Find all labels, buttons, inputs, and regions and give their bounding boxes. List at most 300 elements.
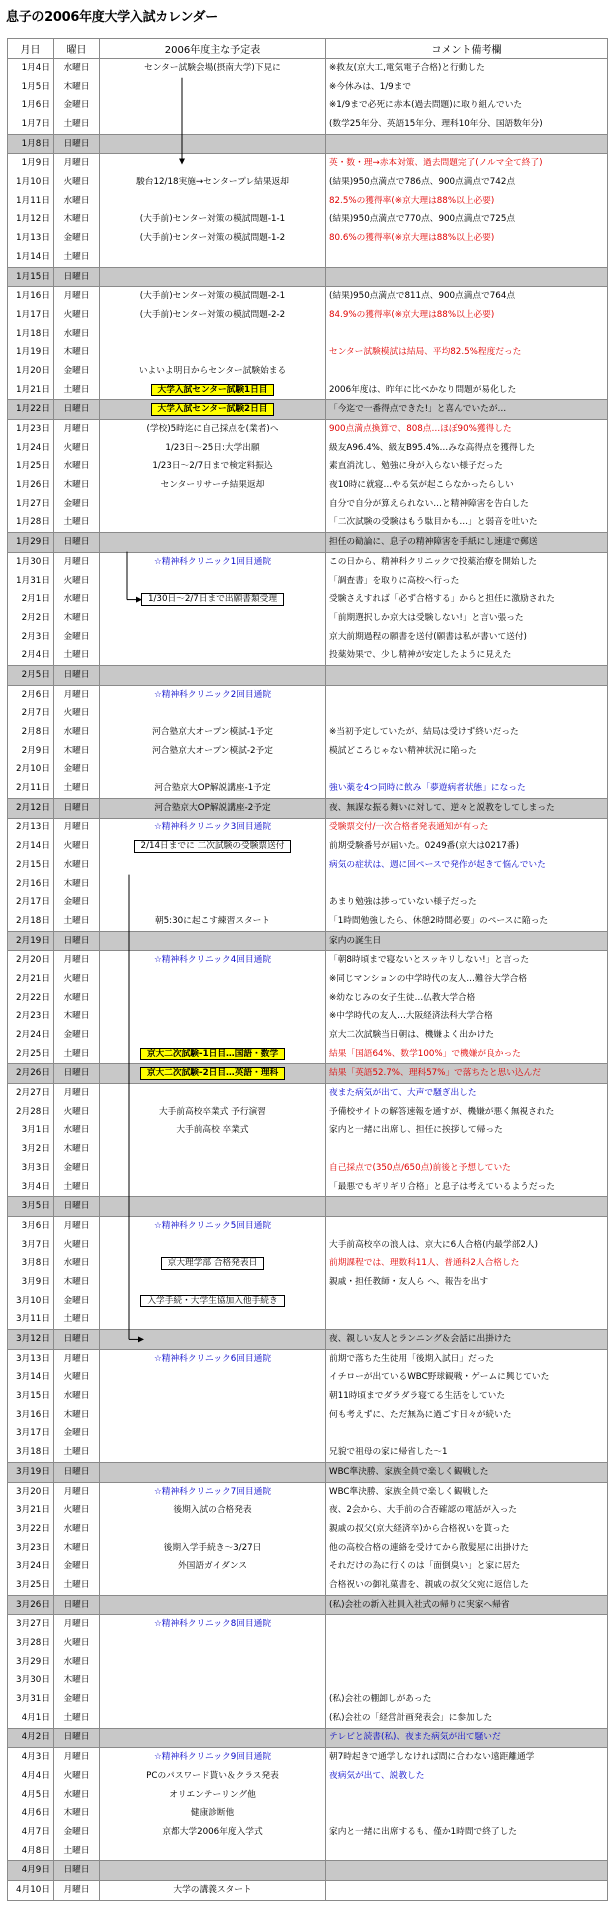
cell-schedule	[100, 989, 326, 1008]
event-text: 大学の講義スタート	[173, 1884, 252, 1895]
cell-weekday: 土曜日	[54, 248, 100, 267]
cell-schedule	[100, 1653, 326, 1672]
table-row	[8, 1557, 608, 1576]
cell-comment: 級友A96.4%、級友B95.4%…みな高得点を獲得した	[326, 439, 608, 458]
cell-comment	[326, 134, 608, 154]
cell-date: 4月3日	[8, 1748, 54, 1767]
cell-date: 1月29日	[8, 533, 54, 553]
table-row	[8, 1406, 608, 1425]
cell-date: 1月11日	[8, 192, 54, 211]
cell-weekday: 金曜日	[54, 96, 100, 115]
cell-date: 2月12日	[8, 798, 54, 818]
cell-schedule	[100, 723, 326, 742]
cell-date: 3月8日	[8, 1254, 54, 1273]
cell-schedule	[100, 666, 326, 686]
cell-weekday: 火曜日	[54, 837, 100, 856]
cell-schedule	[100, 514, 326, 533]
cell-date: 2月23日	[8, 1007, 54, 1026]
cell-comment: 900点満点換算で、808点…ほぼ90%獲得した	[326, 420, 608, 439]
cell-schedule	[100, 476, 326, 495]
page-title: 息子の2006年度大学入試カレンダー	[6, 10, 218, 25]
cell-comment: テレビと読書(私)、夜また病気が出て騒いだ	[326, 1728, 608, 1748]
cell-schedule	[100, 1728, 326, 1748]
cell-schedule	[100, 1254, 326, 1273]
cell-date: 1月22日	[8, 400, 54, 420]
cell-date: 1月30日	[8, 552, 54, 571]
cell-schedule	[100, 1045, 326, 1064]
table-row	[8, 476, 608, 495]
cell-schedule	[100, 951, 326, 970]
cell-schedule	[100, 248, 326, 267]
cell-schedule	[100, 1671, 326, 1690]
cell-comment: 「最悪でもギリギリ合格」と息子は考えているようだった	[326, 1178, 608, 1197]
cell-schedule	[100, 875, 326, 894]
cell-schedule	[100, 572, 326, 591]
cell-date: 2月15日	[8, 856, 54, 875]
cell-schedule	[100, 931, 326, 951]
cell-schedule	[100, 115, 326, 134]
cell-comment: 家内と一緒に出席し、担任に挨拶して帰った	[326, 1122, 608, 1141]
cell-schedule	[100, 798, 326, 818]
table-row	[8, 362, 608, 381]
cell-weekday: 土曜日	[54, 646, 100, 665]
cell-date: 3月27日	[8, 1615, 54, 1634]
cell-comment: ※幼なじみの女子生徒…仏教大学合格	[326, 989, 608, 1008]
cell-weekday: 月曜日	[54, 1748, 100, 1767]
cell-comment: 「今迄で一番得点できた!」と喜んでいたが…	[326, 400, 608, 420]
cell-comment	[326, 325, 608, 344]
cell-date: 1月8日	[8, 134, 54, 154]
cell-comment: 病気の症状は、週に回ペースで発作が起きて悩んでいた	[326, 856, 608, 875]
cell-date: 4月8日	[8, 1842, 54, 1861]
event-text: ☆精神科クリニック1回目通院	[153, 556, 272, 567]
cell-weekday: 月曜日	[54, 1615, 100, 1634]
cell-date: 3月5日	[8, 1197, 54, 1217]
cell-schedule	[100, 760, 326, 779]
cell-weekday: 水曜日	[54, 1254, 100, 1273]
table-row	[8, 572, 608, 591]
table-row	[8, 1443, 608, 1462]
cell-schedule	[100, 1482, 326, 1501]
cell-schedule	[100, 495, 326, 514]
table-row	[8, 1748, 608, 1767]
cell-date: 2月4日	[8, 646, 54, 665]
cell-schedule	[100, 837, 326, 856]
event-text: ☆精神科クリニック5回目通院	[153, 1220, 272, 1231]
cell-weekday: 水曜日	[54, 325, 100, 344]
cell-comment	[326, 248, 608, 267]
highlighted-exam-event: 京大二次試験-1日目…国語・数学	[140, 1048, 285, 1061]
cell-weekday: 火曜日	[54, 572, 100, 591]
cell-schedule	[100, 893, 326, 912]
table-row	[8, 439, 608, 458]
cell-date: 3月17日	[8, 1425, 54, 1444]
cell-comment: 84.9%の獲得率(※京大理は88%以上必要)	[326, 306, 608, 325]
table-row	[8, 1842, 608, 1861]
cell-weekday: 木曜日	[54, 1804, 100, 1823]
event-text: 外国語ガイダンス	[177, 1561, 248, 1572]
cell-weekday: 月曜日	[54, 154, 100, 173]
table-row	[8, 325, 608, 344]
cell-schedule	[100, 267, 326, 287]
cell-comment: ※同じマンションの中学時代の友人…難谷大学合格	[326, 970, 608, 989]
cell-date: 4月5日	[8, 1786, 54, 1805]
cell-comment: 「1時間勉強したら、休憩2時間必要」のペースに陥った	[326, 912, 608, 931]
cell-comment: ※1/9まで必死に赤本(過去問題)に取り組んでいた	[326, 96, 608, 115]
cell-comment: 夜病気が出て、説教した	[326, 1767, 608, 1786]
cell-schedule	[100, 1786, 326, 1805]
cell-weekday: 水曜日	[54, 457, 100, 476]
cell-weekday: 月曜日	[54, 1216, 100, 1235]
table-row	[8, 856, 608, 875]
event-text: ☆精神科クリニック4回目通院	[153, 955, 272, 966]
cell-schedule	[100, 400, 326, 420]
cell-schedule	[100, 646, 326, 665]
cell-schedule	[100, 439, 326, 458]
cell-weekday: 月曜日	[54, 552, 100, 571]
event-text: (大手前)センター対策の模試問題-1-2	[139, 233, 286, 244]
event-text: 河合塾京大オープン模試-2予定	[152, 745, 273, 756]
cell-weekday: 火曜日	[54, 704, 100, 723]
cell-weekday: 水曜日	[54, 192, 100, 211]
table-row	[8, 248, 608, 267]
cell-schedule	[100, 779, 326, 798]
cell-date: 2月13日	[8, 818, 54, 837]
cell-schedule	[100, 1576, 326, 1595]
table-row	[8, 287, 608, 306]
cell-comment	[326, 1671, 608, 1690]
table-row	[8, 893, 608, 912]
table-row	[8, 1634, 608, 1653]
cell-weekday: 土曜日	[54, 514, 100, 533]
table-row	[8, 381, 608, 400]
cell-schedule	[100, 1881, 326, 1901]
cell-schedule	[100, 1804, 326, 1823]
cell-comment	[326, 1310, 608, 1329]
cell-schedule	[100, 78, 326, 97]
cell-comment: 前期受験番号が届いた。0249番(京大は0217番)	[326, 837, 608, 856]
cell-schedule	[100, 457, 326, 476]
table-row-sunday	[8, 267, 608, 287]
event-text: 河合塾京大オープン模試-1予定	[152, 727, 273, 738]
cell-date: 1月18日	[8, 325, 54, 344]
cell-weekday: 水曜日	[54, 989, 100, 1008]
cell-schedule	[100, 1823, 326, 1842]
cell-date: 3月21日	[8, 1501, 54, 1520]
event-text: ☆精神科クリニック2回目通院	[153, 689, 272, 700]
cell-comment: 夜、無謀な振る舞いに対して、逆々と説教をしてしまった	[326, 798, 608, 818]
table-row	[8, 1690, 608, 1709]
table-row	[8, 818, 608, 837]
cell-weekday: 日曜日	[54, 1330, 100, 1350]
table-row	[8, 1007, 608, 1026]
table-row	[8, 420, 608, 439]
table-row	[8, 192, 608, 211]
table-row	[8, 970, 608, 989]
cell-date: 3月23日	[8, 1539, 54, 1558]
table-row-sunday	[8, 1197, 608, 1217]
cell-schedule	[100, 1406, 326, 1425]
cell-comment: 何も考えずに、ただ無為に過ごす日々が続いた	[326, 1406, 608, 1425]
cell-comment: 夜、2会から、大手前の合否確認の電話が入った	[326, 1501, 608, 1520]
cell-date: 2月2日	[8, 609, 54, 628]
cell-date: 3月22日	[8, 1520, 54, 1539]
cell-comment: 家内の誕生日	[326, 931, 608, 951]
table-row	[8, 1084, 608, 1103]
cell-comment: ※救友(京大工,電気電子合格)と行動した	[326, 59, 608, 78]
cell-comment: 朝7時起きで通学しなければ間に合わない遠距離通学	[326, 1748, 608, 1767]
highlighted-exam-event: 大学入試センター試験2日目	[151, 403, 275, 416]
cell-comment	[326, 267, 608, 287]
header-weekday: 曜日	[54, 39, 100, 59]
cell-weekday: 木曜日	[54, 1140, 100, 1159]
cell-schedule	[100, 1767, 326, 1786]
cell-weekday: 日曜日	[54, 1861, 100, 1881]
cell-schedule	[100, 818, 326, 837]
cell-date: 2月8日	[8, 723, 54, 742]
cell-schedule	[100, 1425, 326, 1444]
cell-weekday: 木曜日	[54, 609, 100, 628]
cell-schedule	[100, 306, 326, 325]
cell-weekday: 金曜日	[54, 362, 100, 381]
cell-comment: 前期課程では、理数科11人、普通科2人合格した	[326, 1254, 608, 1273]
cell-weekday: 土曜日	[54, 115, 100, 134]
cell-comment: 結果「英語52.7%、理科57%」で落ちたと思い込んだ	[326, 1064, 608, 1084]
table-row	[8, 779, 608, 798]
cell-weekday: 金曜日	[54, 1292, 100, 1311]
table-row	[8, 514, 608, 533]
event-text: 後期入学手続き～3/27日	[163, 1542, 262, 1553]
cell-weekday: 月曜日	[54, 1881, 100, 1901]
table-row	[8, 590, 608, 609]
cell-schedule	[100, 1178, 326, 1197]
cell-weekday: 月曜日	[54, 420, 100, 439]
cell-schedule	[100, 1236, 326, 1255]
event-text: 駿台12/18実施→センタープレ結果返却	[136, 177, 289, 188]
table-row	[8, 1273, 608, 1292]
table-row	[8, 723, 608, 742]
cell-weekday: 金曜日	[54, 1690, 100, 1709]
table-row	[8, 837, 608, 856]
boxed-event: 2/14日までに 二次試験の受験票送付	[134, 840, 292, 853]
cell-weekday: 土曜日	[54, 1842, 100, 1861]
cell-schedule	[100, 1292, 326, 1311]
cell-comment: 親戚・担任教師・友人ら へ、報告を出す	[326, 1273, 608, 1292]
cell-schedule	[100, 1064, 326, 1084]
table-row	[8, 1501, 608, 1520]
cell-comment: 京大前期過程の願書を送付(願書は私が書いて送付)	[326, 628, 608, 647]
cell-date: 2月27日	[8, 1084, 54, 1103]
cell-comment	[326, 1292, 608, 1311]
cell-schedule	[100, 1690, 326, 1709]
cell-weekday: 木曜日	[54, 1539, 100, 1558]
cell-date: 2月14日	[8, 837, 54, 856]
cell-schedule	[100, 1842, 326, 1861]
table-row-sunday	[8, 1595, 608, 1615]
event-text: (学校)5時迄に自己採点を(業者)へ	[146, 424, 279, 435]
cell-schedule	[100, 1007, 326, 1026]
cell-schedule	[100, 420, 326, 439]
table-row	[8, 1823, 608, 1842]
table-body	[8, 59, 608, 1901]
cell-weekday: 火曜日	[54, 1767, 100, 1786]
cell-weekday: 金曜日	[54, 229, 100, 248]
calendar-table	[7, 38, 608, 1901]
cell-weekday: 日曜日	[54, 666, 100, 686]
cell-comment: 受験さえすれば「必ず合格する」からと担任に激励された	[326, 590, 608, 609]
event-text: 河合塾京大OP解説講座-2予定	[154, 802, 271, 813]
cell-date: 3月16日	[8, 1406, 54, 1425]
cell-comment: 合格祝いの御礼菓書を、親戚の叔父父宛に返信した	[326, 1576, 608, 1595]
cell-schedule	[100, 1595, 326, 1615]
cell-date: 3月30日	[8, 1671, 54, 1690]
cell-comment: 他の高校合格の連絡を受けてから散髪屋に出掛けた	[326, 1539, 608, 1558]
cell-comment: この日から、精神科クリニックで投薬治療を開始した	[326, 552, 608, 571]
cell-schedule	[100, 533, 326, 553]
cell-weekday: 土曜日	[54, 381, 100, 400]
cell-schedule	[100, 1197, 326, 1217]
cell-date: 1月27日	[8, 495, 54, 514]
cell-schedule	[100, 96, 326, 115]
cell-weekday: 日曜日	[54, 400, 100, 420]
event-text: ☆精神科クリニック9回目通院	[153, 1752, 272, 1763]
cell-comment: 予備校サイトの解答速報を通すが、機嫌が悪く無視された	[326, 1103, 608, 1122]
cell-weekday: 水曜日	[54, 59, 100, 78]
cell-date: 2月26日	[8, 1064, 54, 1084]
cell-date: 2月24日	[8, 1026, 54, 1045]
cell-comment: 80.6%の獲得率(※京大理は88%以上必要)	[326, 229, 608, 248]
event-text: 1/23日～2/7日まで検定料振込	[152, 461, 273, 472]
cell-date: 3月20日	[8, 1482, 54, 1501]
cell-comment: 受験票交付/一次合格者発表通知が有った	[326, 818, 608, 837]
cell-comment	[326, 1842, 608, 1861]
cell-weekday: 日曜日	[54, 798, 100, 818]
cell-date: 1月13日	[8, 229, 54, 248]
table-row-sunday	[8, 1462, 608, 1482]
cell-comment: 大手前高校卒の浪人は、京大に6人合格(内最学部2人)	[326, 1236, 608, 1255]
boxed-event: 1/30日～2/7日まで出願書類受理	[141, 593, 284, 606]
cell-date: 3月10日	[8, 1292, 54, 1311]
cell-schedule	[100, 59, 326, 78]
cell-date: 3月13日	[8, 1349, 54, 1368]
cell-date: 3月31日	[8, 1690, 54, 1709]
cell-date: 2月20日	[8, 951, 54, 970]
cell-date: 3月28日	[8, 1634, 54, 1653]
cell-schedule	[100, 1861, 326, 1881]
cell-comment: (私)会社の「経営計画発表会」に参加した	[326, 1709, 608, 1728]
cell-schedule	[100, 1310, 326, 1329]
boxed-event: 入学手続・大学生協加入他手続き	[140, 1295, 284, 1308]
event-text: 大手前高校卒業式 予行演習	[158, 1106, 266, 1117]
cell-comment: 82.5%の獲得率(※京大理は88%以上必要)	[326, 192, 608, 211]
cell-weekday: 土曜日	[54, 1443, 100, 1462]
cell-date: 1月31日	[8, 572, 54, 591]
cell-date: 2月7日	[8, 704, 54, 723]
cell-date: 1月24日	[8, 439, 54, 458]
table-row	[8, 1045, 608, 1064]
cell-schedule	[100, 1103, 326, 1122]
highlighted-exam-event: 京大二次試験-2日目…英語・理科	[140, 1067, 285, 1080]
cell-comment	[326, 1197, 608, 1217]
cell-comment: 結果「国語64%、数学100%」で機嫌が良かった	[326, 1045, 608, 1064]
cell-comment: 夜また病気が出て、大声で騒ぎ出した	[326, 1084, 608, 1103]
cell-comment: 家内と一緒に出席するも、僅か1時間で終了した	[326, 1823, 608, 1842]
table-row	[8, 96, 608, 115]
cell-weekday: 木曜日	[54, 476, 100, 495]
cell-weekday: 日曜日	[54, 1595, 100, 1615]
cell-weekday: 土曜日	[54, 1709, 100, 1728]
cell-weekday: 水曜日	[54, 1653, 100, 1672]
cell-schedule	[100, 1501, 326, 1520]
event-text: 京都大学2006年度入学式	[162, 1826, 263, 1837]
cell-comment	[326, 875, 608, 894]
cell-weekday: 日曜日	[54, 533, 100, 553]
cell-weekday: 水曜日	[54, 1786, 100, 1805]
cell-date: 2月25日	[8, 1045, 54, 1064]
cell-comment: 夜10時に就寝…やる気が起こらなかったらしい	[326, 476, 608, 495]
cell-weekday: 金曜日	[54, 1159, 100, 1178]
cell-date: 3月19日	[8, 1462, 54, 1482]
table-row	[8, 1140, 608, 1159]
cell-schedule	[100, 1462, 326, 1482]
cell-comment: 英・数・理→赤本対策、過去問題完了(ノルマ全て終了)	[326, 154, 608, 173]
cell-weekday: 水曜日	[54, 856, 100, 875]
cell-weekday: 木曜日	[54, 875, 100, 894]
table-row	[8, 1671, 608, 1690]
cell-date: 1月17日	[8, 306, 54, 325]
cell-schedule	[100, 1026, 326, 1045]
table-row	[8, 1804, 608, 1823]
cell-schedule	[100, 1387, 326, 1406]
cell-schedule	[100, 1557, 326, 1576]
cell-schedule	[100, 1330, 326, 1350]
cell-comment: 「二次試験の受験はもう駄目かも…」と弱音を吐いた	[326, 514, 608, 533]
cell-comment: 朝11時頃までダラダラ寝てる生活をしていた	[326, 1387, 608, 1406]
cell-schedule	[100, 1122, 326, 1141]
cell-weekday: 金曜日	[54, 1557, 100, 1576]
cell-date: 1月25日	[8, 457, 54, 476]
table-row	[8, 1786, 608, 1805]
boxed-event: 京大理学部 合格発表日	[161, 1257, 265, 1270]
table-row	[8, 1254, 608, 1273]
cell-weekday: 月曜日	[54, 1349, 100, 1368]
cell-weekday: 金曜日	[54, 1026, 100, 1045]
cell-schedule	[100, 685, 326, 704]
cell-date: 2月9日	[8, 742, 54, 761]
table-header-row	[8, 39, 608, 59]
cell-weekday: 火曜日	[54, 173, 100, 192]
table-row	[8, 1767, 608, 1786]
cell-schedule	[100, 552, 326, 571]
table-row	[8, 742, 608, 761]
table-row	[8, 495, 608, 514]
cell-schedule	[100, 1634, 326, 1653]
cell-weekday: 金曜日	[54, 495, 100, 514]
table-row-sunday	[8, 533, 608, 553]
table-row	[8, 1349, 608, 1368]
table-row	[8, 173, 608, 192]
table-row	[8, 1576, 608, 1595]
cell-weekday: 土曜日	[54, 1045, 100, 1064]
cell-date: 3月25日	[8, 1576, 54, 1595]
cell-comment	[326, 1861, 608, 1881]
cell-weekday: 水曜日	[54, 723, 100, 742]
event-text: 朝5:30に起こす練習スタート	[154, 915, 271, 926]
cell-comment	[326, 1425, 608, 1444]
event-text: 後期入試の合格発表	[173, 1505, 252, 1516]
cell-comment: (結果)950点満点で770点、900点満点で725点	[326, 211, 608, 230]
cell-date: 2月6日	[8, 685, 54, 704]
